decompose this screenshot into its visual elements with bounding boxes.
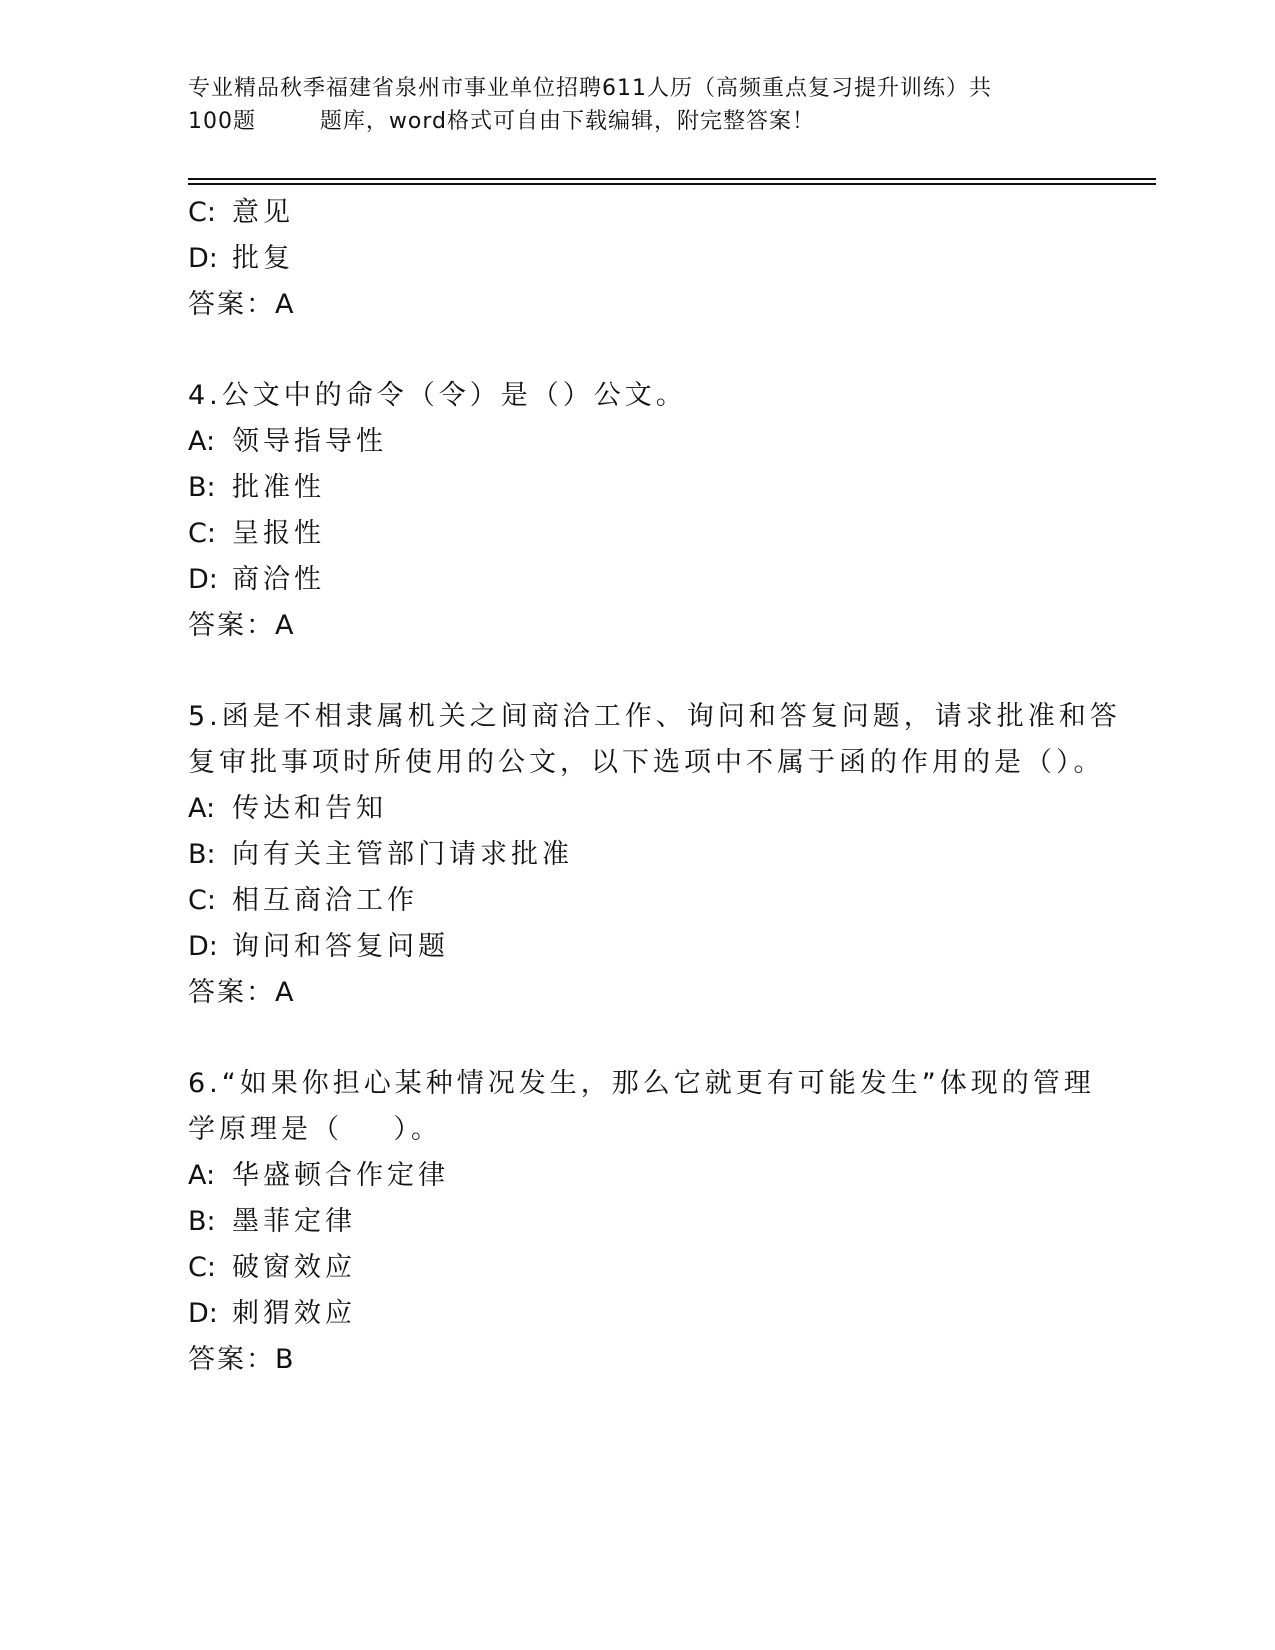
question-stem-line-1: 6.“如果你担心某种情况发生，那么它就更有可能发生”体现的管理: [188, 1068, 1095, 1099]
answer-line: 答案：B: [188, 1344, 296, 1375]
option-c: C: 破窗效应: [188, 1252, 356, 1283]
option-c: C: 意见: [188, 197, 294, 228]
question-4: [188, 373, 1088, 649]
document-header: [188, 72, 1068, 138]
option-a: A: 传达和告知: [188, 793, 387, 824]
option-b: B: 批准性: [188, 472, 325, 503]
header-title-line-2: 100题 题库，word格式可自由下载编辑，附完整答案！: [188, 109, 816, 134]
header-divider-top: [188, 178, 1156, 180]
option-d: D: 商洽性: [188, 564, 325, 595]
answer-line: 答案：A: [188, 977, 296, 1008]
option-c: C: 相互商洽工作: [188, 885, 418, 916]
option-a: A: 领导指导性: [188, 426, 387, 457]
option-d: D: 询问和答复问题: [188, 931, 449, 962]
header-divider-bottom: [188, 183, 1156, 185]
option-d: D: 刺猬效应: [188, 1298, 356, 1329]
option-a: A: 华盛顿合作定律: [188, 1160, 449, 1191]
question-list: [188, 190, 1121, 1383]
question-stem-line-2: 复审批事项时所使用的公文，以下选项中不属于函的作用的是（）。: [188, 747, 1105, 778]
header-title-line-1: 专业精品秋季福建省泉州市事业单位招聘611人历（高频重点复习提升训练）共: [188, 76, 992, 101]
question-3-tail: [188, 190, 1088, 328]
answer-line: 答案：A: [188, 289, 296, 320]
question-stem-line-1: 5.函是不相隶属机关之间商洽工作、询问和答复问题，请求批准和答: [188, 701, 1121, 732]
question-stem: 4.公文中的命令（令）是（）公文。: [188, 380, 687, 411]
question-stem-line-2: 学原理是（ ）。: [188, 1114, 442, 1145]
answer-line: 答案：A: [188, 610, 296, 641]
question-5: [188, 694, 1121, 1016]
option-c: C: 呈报性: [188, 518, 325, 549]
option-b: B: 向有关主管部门请求批准: [188, 839, 573, 870]
option-d: D: 批复: [188, 243, 294, 274]
question-6: [188, 1061, 1095, 1383]
option-b: B: 墨菲定律: [188, 1206, 356, 1237]
